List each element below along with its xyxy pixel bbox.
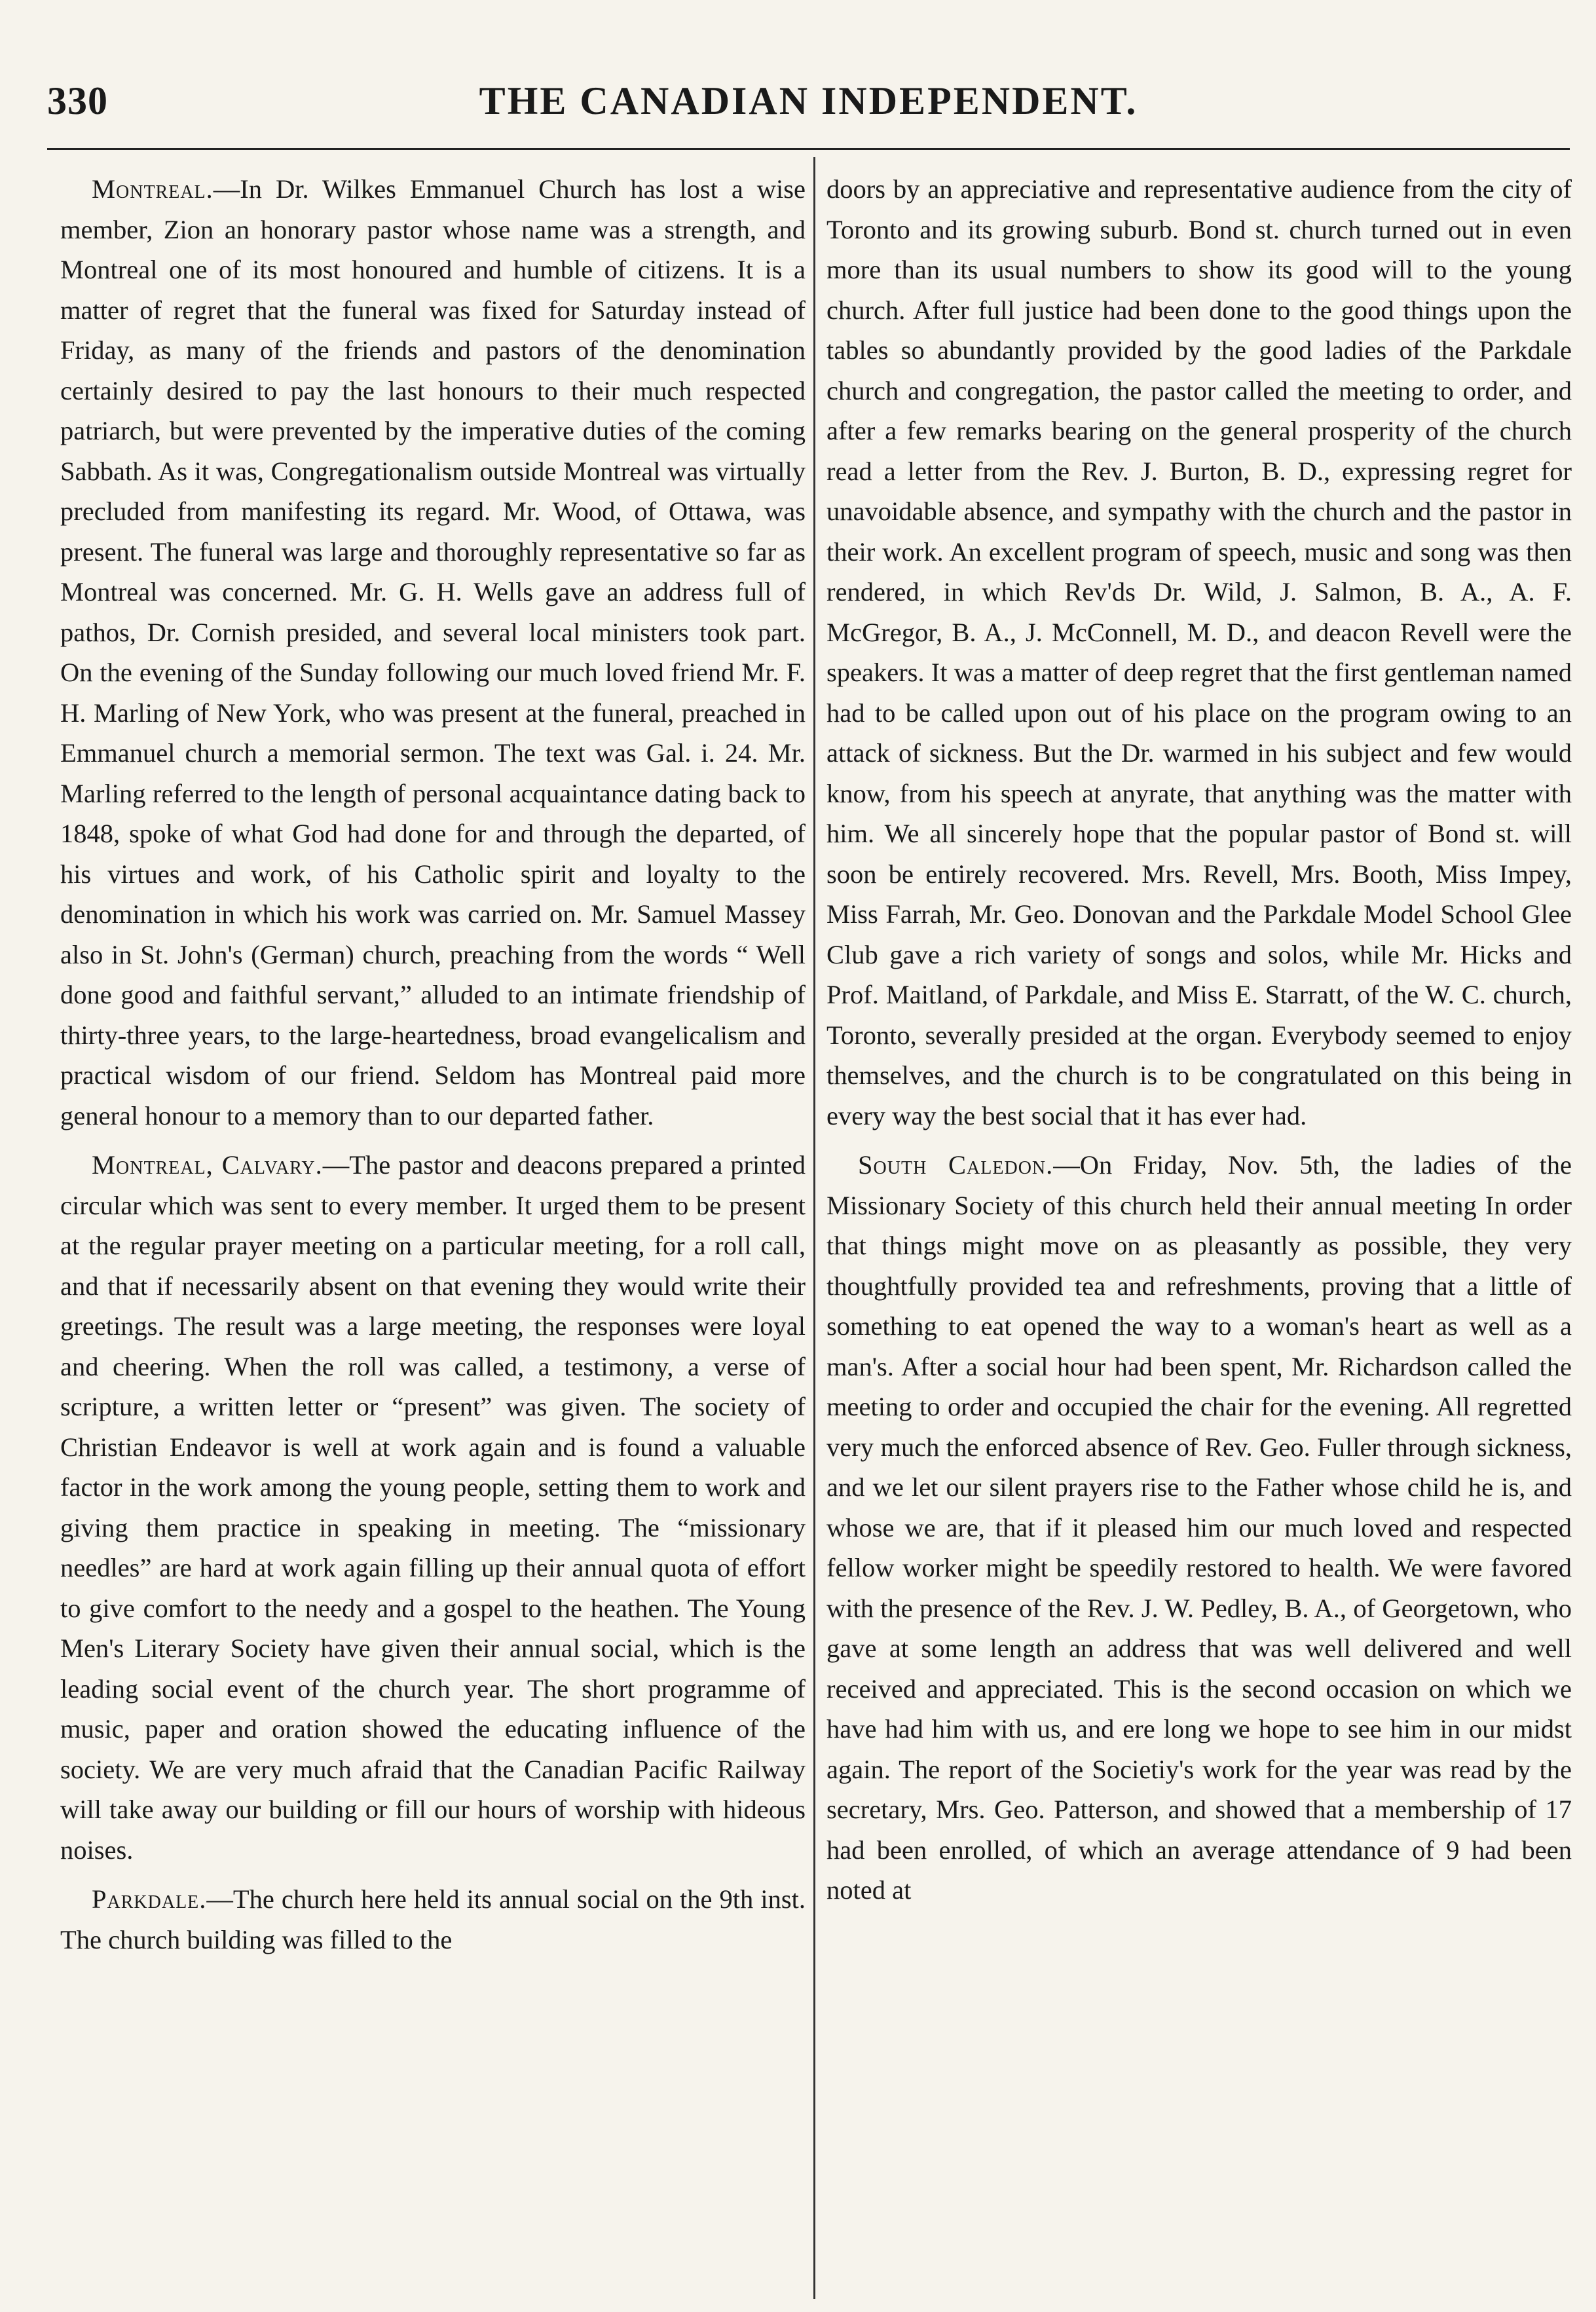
article-text: —In Dr. Wilkes Emmanuel Church has lost a wise member, Zion an honorary pastor whose name was a strength, and Montreal one of its most honoured and humble of citizens. It is a matter of regret that the funeral was fixed for Saturday instead of Friday, as many of the friends and pastors of the denomination certainly desired to pay the last honours to their much respected patriarch, but were prevented by the imperative duties of the coming Sabbath. As it was, Congregationalism outside Montreal was virtually precluded from manifesting its regard. Mr. Wood, of Ottawa, was present. The funeral was large and thoroughly representative so far as Montreal was concerned. Mr. G. H. Wells gave an address full of pathos, Dr. Cornish presided, and several local ministers took part. On the evening of the Sunday following our much loved friend Mr. F. H. Marling of New York, who was present at the funeral, preached in Emmanuel church a memorial sermon. The text was Gal. i. 24. Mr. Marling referred to the length of personal acquaintance dating back to 1848, spoke of what God had done for and through the departed, of his virtues and work, of his Catholic spirit and loyalty to the denomination in which his work was carried on. Mr. Samuel Massey also in St. John's (German) church, preaching from the words “ Well done good and faithful servant,” alluded to an intimate friendship of thirty-three years, to the large-heartedness, broad evangelicalism and practical wisdom of our friend. Seldom has Montreal paid more general honour to a memory than to our departed father. <box>60 174 806 1130</box>
left-column <box>60 169 806 2291</box>
page-number: 330 <box>47 79 108 122</box>
column-rule <box>813 157 815 2299</box>
right-column <box>826 169 1572 2291</box>
article-montreal <box>60 169 806 1136</box>
article-montreal-calvary <box>60 1145 806 1870</box>
journal-title: THE CANADIAN INDEPENDENT. <box>479 79 1138 122</box>
article-text: —The church here held its annual social on the 9th inst. The church building was filled to the <box>60 1884 806 1954</box>
article-parkdale-continued <box>826 169 1572 1136</box>
article-heading: Parkdale. <box>92 1884 207 1914</box>
article-text: —The pastor and deacons prepared a printed circular which was sent to every member. It urged them to be present at the regular prayer meeting on a particular meeting, for a roll call, and that if necessarily absent on that evening they would write their greetings. The result was a large meeting, the responses were loyal and cheering. When the roll was called, a testimony, a verse of scripture, a written letter or “present” was given. The society of Christian Endeavor is well at work again and is found a valuable factor in the work among the young people, setting them to work and giving them practice in speaking in meeting. The “missionary needles” are hard at work again filling up their annual quota of effort to give comfort to the needy and a gospel to the heathen. The Young Men's Literary Society have given their annual social, which is the leading social event of the church year. The short programme of music, paper and oration showed the educating influence of the society. We are very much afraid that the Canadian Pacific Railway will take away our building or fill our hours of worship with hideous noises. <box>60 1150 806 1865</box>
article-south-caledon <box>826 1145 1572 1911</box>
article-parkdale-start <box>60 1879 806 1960</box>
article-text: doors by an appreciative and representative audience from the city of Toronto and its growing suburb. Bond st. church turned out in even more than its usual numbers to show its good will to the young church. After full justice had been done to the good things upon the tables so abundantly provided by the good ladies of the Parkdale church and congregation, the pastor called the meeting to order, and after a few remarks bearing on the general prosperity of the church read a letter from the Rev. J. Burton, B. D., expressing regret for unavoidable absence, and sympathy with the church and the pastor in their work. An excellent program of speech, music and song was then rendered, in which Rev'ds Dr. Wild, J. Salmon, B. A., A. F. McGregor, B. A., J. McConnell, M. D., and deacon Revell were the speakers. It was a matter of deep regret that the first gentleman named had to be called upon out of his place on the program owing to an attack of sickness. But the Dr. warmed in his subject and few would know, from his speech at anyrate, that anything was the matter with him. We all sincerely hope that the popular pastor of Bond st. will soon be entirely recovered. Mrs. Revell, Mrs. Booth, Miss Impey, Miss Farrah, Mr. Geo. Donovan and the Parkdale Model School Glee Club gave a rich variety of songs and solos, while Mr. Hicks and Prof. Maitland, of Parkdale, and Miss E. Starratt, of the W. C. church, Toronto, severally presided at the organ. Everybody seemed to enjoy themselves, and the church is to be congratulated on this being in every way the best social that it has ever had. <box>826 174 1572 1130</box>
article-heading: South Caledon. <box>858 1150 1054 1180</box>
page-header <box>47 79 1570 138</box>
header-rule <box>47 148 1570 150</box>
article-heading: Montreal. <box>92 174 213 204</box>
article-heading: Montreal, Calvary. <box>92 1150 323 1180</box>
article-text: —On Friday, Nov. 5th, the ladies of the Missionary Society of this church held their annual meeting In order that things might move on as pleasantly as possible, they very thoughtfully provided tea and refreshments, proving that a little of something to eat opened the way to a woman's heart as well as a man's. After a social hour had been spent, Mr. Richardson called the meeting to order and occupied the chair for the evening. All regretted very much the enforced absence of Rev. Geo. Fuller through sickness, and we let our silent prayers rise to the Father whose child he is, and whose we are, that if it pleased him our much loved and respected fellow worker might be speedily restored to health. We were favored with the presence of the Rev. J. W. Pedley, B. A., of Georgetown, who gave at some length an address that was well delivered and well received and appreciated. This is the second occasion on which we have had him with us, and ere long we hope to see him in our midst again. The report of the Societiy's work for the year was read by the secretary, Mrs. Geo. Patterson, and showed that a membership of 17 had been enrolled, of which an average attendance of 9 had been noted at <box>826 1150 1572 1905</box>
